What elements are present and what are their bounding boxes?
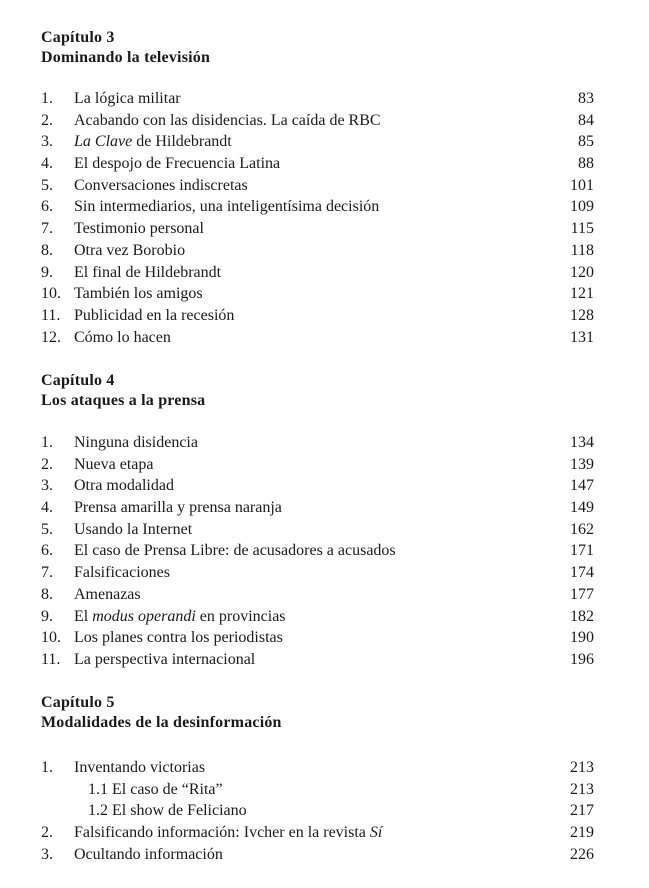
entry-title: Acabando con las disidencias. La caída de RBC — [74, 111, 381, 129]
entry-page: 118 — [570, 241, 594, 259]
toc-entry[interactable] — [41, 196, 594, 218]
entry-title: 1.1 El caso de “Rita” — [88, 780, 223, 798]
entry-number: 10. — [41, 285, 61, 303]
entry-title: Ocultando información — [74, 845, 223, 863]
toc-entry[interactable] — [41, 757, 594, 779]
entry-number: 6. — [41, 542, 53, 560]
entry-title: Usando la Internet — [74, 520, 193, 538]
entry-title: Nueva etapa — [74, 455, 154, 473]
entry-page: 101 — [570, 176, 594, 194]
entry-page: 213 — [570, 759, 594, 776]
chapter-label: Capítulo 4 — [41, 372, 115, 389]
entry-number: 10. — [41, 629, 61, 647]
entry-title-rest: de Hildebrandt — [132, 133, 232, 151]
entry-title: Ninguna disidencia — [74, 434, 198, 451]
toc-subentry[interactable] — [41, 779, 594, 801]
entry-number: 2. — [41, 455, 53, 473]
entry-page: 115 — [570, 220, 594, 238]
entry-number: 7. — [41, 564, 53, 582]
entry-number: 3. — [41, 845, 53, 863]
entry-number: 2. — [41, 111, 53, 129]
entry-page: 174 — [570, 564, 594, 582]
entry-page: 84 — [578, 111, 594, 129]
toc-entry[interactable] — [41, 454, 594, 476]
toc-entry[interactable] — [41, 584, 594, 606]
entry-title: Los planes contra los periodistas — [74, 629, 283, 647]
entry-page: 219 — [570, 824, 594, 842]
toc-entry[interactable] — [41, 540, 594, 562]
chapter-3 — [41, 28, 594, 68]
entry-page: 85 — [578, 133, 594, 151]
toc-entry[interactable] — [41, 218, 594, 240]
entry-title: La lógica militar — [74, 90, 181, 107]
entry-page: 134 — [570, 434, 594, 451]
entry-page: 131 — [570, 328, 594, 346]
toc-entry[interactable] — [41, 240, 594, 262]
toc-entry[interactable] — [41, 649, 594, 671]
entry-page: 120 — [570, 263, 594, 281]
entry-number: 11. — [41, 650, 61, 668]
entry-number: 3. — [41, 133, 53, 151]
entry-title: El caso de Prensa Libre: de acusadores a acusados — [74, 542, 396, 560]
toc-entry[interactable] — [41, 175, 594, 197]
entry-title-italic: Sí — [369, 824, 383, 842]
entry-number: 8. — [41, 241, 53, 259]
entry-page: 182 — [570, 607, 594, 625]
toc-entry[interactable] — [41, 519, 594, 541]
entry-title-pre: El — [74, 607, 93, 625]
entry-title: Conversaciones indiscretas — [74, 176, 248, 194]
entry-title: Otra modalidad — [74, 477, 174, 495]
entry-number: 4. — [41, 499, 53, 517]
toc-entry[interactable] — [41, 844, 594, 866]
entry-number: 6. — [41, 198, 53, 216]
entry-title — [74, 131, 232, 153]
entry-page: 213 — [570, 780, 594, 798]
chapter-3-entries — [41, 88, 594, 348]
toc-entry[interactable] — [41, 606, 594, 628]
entry-number: 9. — [41, 607, 53, 625]
entry-number: 12. — [41, 328, 61, 346]
entry-number: 5. — [41, 520, 53, 538]
entry-page: 190 — [570, 629, 594, 647]
entry-page: 83 — [578, 90, 594, 107]
entry-title: Inventando victorias — [74, 759, 206, 776]
entry-title: 1.2 El show de Feliciano — [88, 802, 247, 820]
entry-number: 3. — [41, 477, 53, 495]
entry-page: 162 — [570, 520, 594, 538]
entry-title: Sin intermediarios, una inteligentísima decisión — [74, 198, 380, 216]
toc-entry[interactable] — [41, 475, 594, 497]
entry-title: El final de Hildebrandt — [74, 263, 222, 281]
toc-entry[interactable] — [41, 822, 594, 844]
chapter-4-entries — [41, 432, 594, 671]
entry-page: 217 — [570, 802, 594, 820]
chapter-5 — [41, 693, 594, 733]
entry-title: Cómo lo hacen — [74, 328, 171, 346]
entry-number: 5. — [41, 176, 53, 194]
entry-title — [74, 606, 286, 628]
entry-page: 121 — [570, 285, 594, 303]
entry-title: También los amigos — [74, 285, 203, 303]
entry-number: 9. — [41, 263, 53, 281]
toc-entry[interactable] — [41, 262, 594, 284]
entry-number: 11. — [41, 306, 61, 324]
chapter-label: Capítulo 3 — [41, 29, 115, 46]
entry-title: Publicidad en la recesión — [74, 306, 235, 324]
entry-page: 177 — [570, 585, 594, 603]
toc-entry[interactable] — [41, 305, 594, 327]
entry-title-rest: en provincias — [195, 607, 286, 625]
entry-title-italic: modus operandi — [92, 607, 196, 625]
chapter-label: Capítulo 5 — [41, 694, 115, 711]
entry-title: El despojo de Frecuencia Latina — [74, 155, 281, 173]
entry-number: 8. — [41, 585, 53, 603]
entry-page: 109 — [570, 198, 594, 216]
toc-entry[interactable] — [41, 153, 594, 175]
toc-entry[interactable] — [41, 327, 594, 349]
entry-number: 4. — [41, 155, 53, 173]
chapter-title: Modalidades de la desinformación — [41, 714, 282, 731]
entry-number: 1. — [41, 759, 53, 776]
entry-title: La perspectiva internacional — [74, 650, 256, 668]
entry-title-italic: La Clave — [74, 133, 133, 151]
toc-entry[interactable] — [41, 432, 594, 454]
entry-page: 226 — [570, 845, 594, 863]
toc-entry[interactable] — [41, 627, 594, 649]
chapter-4 — [41, 371, 594, 411]
entry-page: 171 — [570, 542, 594, 560]
entry-number: 2. — [41, 824, 53, 842]
entry-page: 128 — [570, 306, 594, 324]
entry-title — [74, 822, 382, 844]
toc-entry[interactable] — [41, 562, 594, 584]
entry-title: Testimonio personal — [74, 220, 204, 238]
toc-entry[interactable] — [41, 110, 594, 132]
entry-title: Falsificaciones — [74, 564, 170, 582]
entry-page: 139 — [570, 455, 594, 473]
entry-page: 149 — [570, 499, 594, 517]
toc-entry[interactable] — [41, 497, 594, 519]
toc-entry[interactable] — [41, 88, 594, 110]
chapter-title: Dominando la televisión — [41, 49, 211, 66]
toc-entry[interactable] — [41, 131, 594, 153]
chapter-5-entries — [41, 757, 594, 865]
entry-title-pre: Falsificando información: Ivcher en la revista — [74, 824, 370, 842]
entry-page: 147 — [570, 477, 594, 495]
entry-page: 88 — [578, 155, 594, 173]
entry-page: 196 — [570, 650, 594, 668]
entry-number: 1. — [41, 90, 53, 107]
entry-title: Amenazas — [74, 585, 141, 603]
chapter-title: Los ataques a la prensa — [41, 392, 206, 409]
entry-number: 1. — [41, 434, 53, 451]
entry-number: 7. — [41, 220, 53, 238]
toc-subentry[interactable] — [41, 800, 594, 822]
entry-title: Otra vez Borobio — [74, 241, 186, 259]
entry-title: Prensa amarilla y prensa naranja — [74, 499, 282, 517]
toc-entry[interactable] — [41, 283, 594, 305]
